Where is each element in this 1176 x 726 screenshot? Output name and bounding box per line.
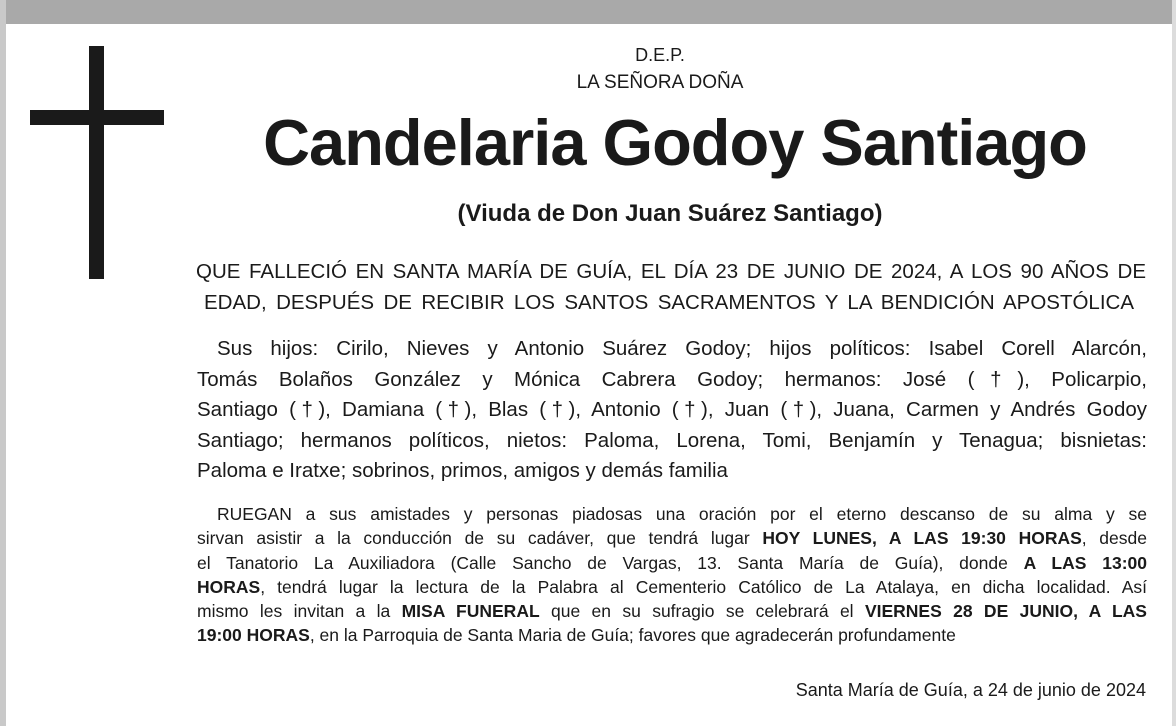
ruegan-line [197,599,1147,623]
ruegan-text: el Tanatorio La Auxiliadora (Calle Sancho de Vargas, 13. Santa María de Guía), donde [197,552,1024,573]
ruegan-text: mismo les invitan a la [197,601,402,622]
conduction-time: HOY LUNES, A LAS 19:30 HORAS [762,528,1082,549]
ruegan-line [197,526,1147,550]
ruegan-text: RUEGAN a sus amistades y personas piadosas una oración por el eterno descanso de su alma y se [217,504,1147,524]
cross-icon [30,46,164,279]
family-paragraph [197,334,1147,487]
top-frame-bar [0,0,1176,24]
ruegan-line [197,623,1147,647]
ruegan-line [197,551,1147,575]
family-line: Santiago (†), Damiana (†), Blas (†), Antonio (†), Juan (†), Juana, Carmen y Andrés Godoy [197,398,1147,421]
ruegan-text: , desde [1081,528,1147,549]
ruegan-text: sirvan asistir a la conducción de su cadáver, que tendrá lugar [197,528,763,549]
ruegan-text: que en su sufragio se celebrará el [539,601,865,622]
death-line: EDAD, DESPUÉS DE RECIBIR LOS SANTOS SACRAMENTOS Y LA BENDICIÓN APOSTÓLICA [204,291,1134,314]
reading-time: A LAS 13:00 [1023,552,1147,573]
ruegan-text: , en la Parroquia de Santa Maria de Guía; favores que agradecerán profundamente [309,625,956,646]
dep-heading: D.E.P. [635,45,685,65]
honorific-heading: LA SEÑORA DOÑA [576,72,744,93]
deceased-name: Candelaria Godoy Santiago [263,106,1087,179]
funeral-time: 19:00 HORAS [197,625,310,646]
ruegan-line [197,575,1147,599]
ruegan-line [197,502,1147,526]
family-line: Tomás Bolaños González y Mónica Cabrera Godoy; hermanos: José (†), Policarpio, [197,367,1147,391]
ruegan-text: , tendrá lugar la lectura de la Palabra al Cementerio Católico de La Atalaya, en dicha localidad. Así [260,576,1147,597]
cross-horizontal-bar [30,110,164,125]
cross-vertical-bar [89,46,104,279]
death-announcement [196,256,1146,318]
reading-time-suffix: HORAS [197,576,261,597]
place-date-closing: Santa María de Guía, a 24 de junio de 2024 [795,680,1146,700]
left-frame-bar [0,0,6,726]
funeral-date: VIERNES 28 DE JUNIO, A LAS [864,601,1147,622]
family-line: Sus hijos: Cirilo, Nieves y Antonio Suárez Godoy; hijos políticos: Isabel Corell Alarcón, [217,337,1147,360]
widow-line: (Viuda de Don Juan Suárez Santiago) [457,200,883,227]
family-line: Paloma e Iratxe; sobrinos, primos, amigos y demás familia [197,459,728,482]
right-frame-bar [1172,0,1176,726]
family-line: Santiago; hermanos políticos, nietos: Paloma, Lorena, Tomi, Benjamín y Tenagua; bisnietas: [197,428,1147,452]
ruegan-paragraph [197,502,1147,648]
death-line: QUE FALLECIÓ EN SANTA MARÍA DE GUÍA, EL DÍA 23 DE JUNIO DE 2024, A LOS 90 AÑOS DE [196,260,1146,283]
misa-funeral-label: MISA FUNERAL [401,601,540,622]
